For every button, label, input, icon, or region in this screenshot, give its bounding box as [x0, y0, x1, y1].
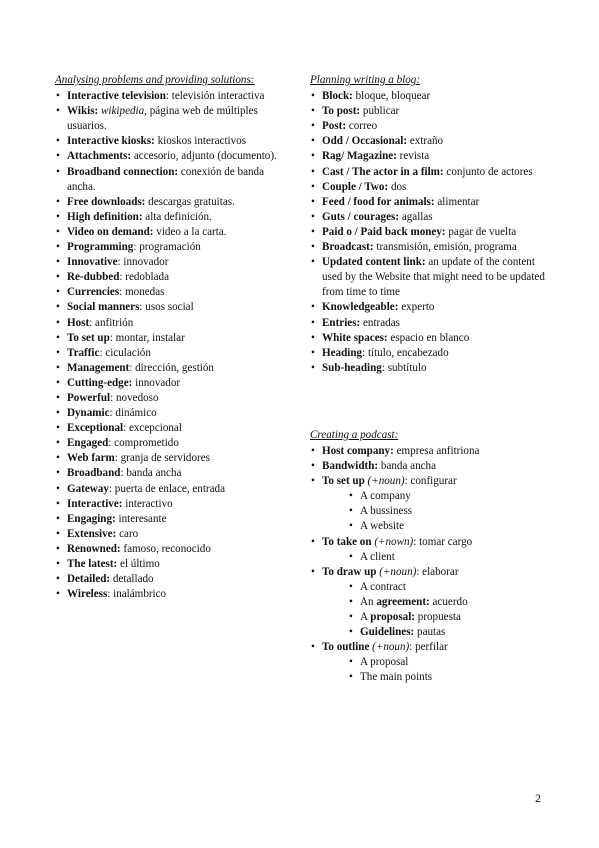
- vocab-term: Re-dubbed: [67, 271, 120, 284]
- sub-text: An: [360, 595, 377, 608]
- list-item: [310, 535, 546, 565]
- vocab-translation: empresa anfitriona: [396, 444, 480, 457]
- sub-list: [322, 550, 546, 565]
- separator: :: [117, 256, 124, 269]
- separator: :: [107, 588, 114, 601]
- sub-list-item: [322, 625, 546, 640]
- vocab-translation: video a la carta.: [156, 225, 227, 238]
- vocab-translation: conjunto de actores: [446, 165, 533, 178]
- sub-list-item: [322, 610, 546, 625]
- separator: :: [139, 301, 146, 314]
- left-column: [55, 73, 295, 602]
- separator: :: [120, 467, 127, 480]
- sub-text: A: [360, 611, 371, 623]
- sub-translation: acuerdo: [429, 595, 468, 608]
- list-item: [55, 255, 295, 270]
- separator: :: [123, 422, 129, 435]
- sub-text: A bussiness: [360, 505, 413, 518]
- vocab-translation: anfitrión: [95, 316, 134, 329]
- list-item: [310, 300, 546, 315]
- vocab-term: Social manners: [67, 301, 140, 314]
- sub-term: proposal:: [370, 611, 415, 623]
- sub-term: Guidelines:: [360, 626, 415, 639]
- vocab-term: Cast / The actor in a film:: [322, 165, 444, 178]
- separator: :: [89, 316, 96, 329]
- vocab-term: To take on: [322, 535, 372, 548]
- sub-list-item: [322, 550, 546, 565]
- separator: :: [109, 407, 116, 420]
- vocab-term: To set up: [322, 475, 365, 488]
- vocab-term: Entries:: [322, 316, 361, 329]
- vocab-term: Broadcast:: [322, 241, 374, 254]
- vocab-translation: configurar: [410, 475, 457, 488]
- separator: :: [362, 346, 368, 359]
- list-item: [55, 240, 295, 255]
- sub-text: A company: [360, 490, 411, 503]
- list-item: [55, 406, 295, 421]
- vocab-translation: detallado: [112, 573, 154, 586]
- sub-translation: pautas: [414, 626, 446, 639]
- separator: :: [108, 482, 115, 495]
- vocab-translation: agallas: [401, 210, 433, 223]
- vocab-translation: innovador: [135, 376, 181, 389]
- list-item: [55, 542, 295, 557]
- vocab-term: Post:: [322, 120, 347, 133]
- vocab-term: Web farm: [67, 452, 115, 465]
- separator: :: [165, 90, 172, 103]
- vocab-translation: extraño: [409, 135, 444, 148]
- vocab-term: Rag/ Magazine:: [322, 150, 397, 163]
- vocab-translation: innovador: [123, 256, 169, 269]
- list-item: [55, 376, 295, 391]
- sub-list-item: [322, 580, 546, 595]
- vocab-term: Feed / food for animals:: [322, 195, 435, 208]
- list-item: [55, 557, 295, 572]
- vocab-translation: el último: [120, 558, 160, 570]
- vocab-term: Broadband: [67, 467, 121, 480]
- separator: :: [129, 361, 136, 374]
- sub-list-item: [322, 504, 546, 519]
- separator: :: [409, 641, 416, 654]
- separator: :: [119, 286, 126, 299]
- vocab-term: Engaged: [67, 437, 109, 450]
- list-item: [310, 255, 546, 300]
- separator: :: [108, 437, 115, 450]
- vocab-list-blog: [310, 89, 546, 376]
- list-item: [55, 89, 295, 104]
- vocab-term: Dynamic: [67, 407, 110, 420]
- vocab-term: Guts / courages:: [322, 210, 400, 223]
- list-item: [310, 210, 546, 225]
- vocab-translation: famoso, reconocido: [123, 542, 211, 555]
- vocab-translation: dos: [390, 180, 407, 193]
- vocab-translation: conexión de banda ancha.: [67, 165, 265, 193]
- vocab-term: Bandwidth:: [322, 460, 379, 473]
- vocab-translation: montar, instalar: [115, 331, 185, 344]
- vocab-term: Traffic: [67, 346, 100, 359]
- vocab-translation: publicar: [362, 105, 400, 118]
- list-item: [55, 165, 295, 195]
- separator: :: [413, 535, 420, 548]
- vocab-translation: redoblada: [125, 271, 170, 284]
- vocab-translation: título, encabezado: [367, 346, 449, 359]
- separator: :: [110, 391, 116, 404]
- vocab-translation: an update of the content used by the Website that might need to be updated from time to time: [322, 256, 545, 299]
- sub-text: A website: [360, 520, 405, 533]
- list-item: [55, 149, 295, 164]
- list-item: [310, 134, 546, 149]
- sub-text: A proposal: [360, 656, 409, 669]
- vocab-term: Exceptional: [67, 422, 124, 435]
- list-item: [55, 285, 295, 300]
- list-item: [55, 104, 295, 134]
- vocab-translation: alimentar: [437, 195, 480, 208]
- separator: :: [381, 361, 388, 374]
- list-item: [310, 565, 546, 640]
- list-item: [310, 474, 546, 534]
- list-item: [55, 331, 295, 346]
- vocab-term: Couple / Two:: [322, 180, 389, 193]
- list-item: [310, 119, 546, 134]
- list-item: [310, 225, 546, 240]
- vocab-translation: espacio en blanco: [390, 331, 470, 344]
- separator: :: [99, 346, 106, 359]
- vocab-term: To draw up: [322, 565, 377, 578]
- page-number: 2: [535, 791, 541, 805]
- sub-list-item: [322, 595, 546, 610]
- vocab-translation: subtítulo: [387, 361, 427, 374]
- list-item: [310, 316, 546, 331]
- vocab-translation: elaborar: [422, 565, 459, 578]
- vocab-translation: novedoso: [116, 391, 159, 404]
- list-item: [310, 361, 546, 376]
- list-item: [55, 210, 295, 225]
- vocab-list-problems: [55, 89, 295, 602]
- grammar-note: (+noun): [367, 475, 405, 488]
- vocab-translation: dinámico: [115, 407, 157, 420]
- sub-text: The main points: [360, 671, 433, 684]
- vocab-translation: comprometido: [114, 437, 179, 450]
- vocab-term: Host: [67, 316, 90, 329]
- vocab-term: To outline: [322, 641, 370, 654]
- vocab-term: The latest:: [67, 558, 118, 570]
- vocab-term: Sub-heading: [322, 361, 382, 374]
- vocab-translation: tomar cargo: [419, 535, 473, 548]
- vocab-translation: ciculación: [105, 346, 151, 359]
- vocab-translation: kioskos interactivos: [157, 135, 247, 148]
- vocab-translation: descargas gratuitas.: [148, 195, 235, 208]
- grammar-note: (+noun): [379, 565, 417, 578]
- vocab-translation: banda ancha: [380, 460, 437, 473]
- list-item: [310, 165, 546, 180]
- list-item: [55, 346, 295, 361]
- vocab-translation: monedas: [125, 286, 165, 299]
- list-item: [310, 89, 546, 104]
- list-item: [55, 436, 295, 451]
- vocab-translation: revista: [399, 150, 430, 163]
- list-item: [55, 300, 295, 315]
- list-item: [55, 512, 295, 527]
- list-item: [55, 361, 295, 376]
- vocab-term: Heading: [322, 346, 363, 359]
- list-item: [55, 195, 295, 210]
- list-item: [310, 104, 546, 119]
- vocab-term: To set up: [67, 331, 110, 344]
- list-item: [55, 587, 295, 602]
- sub-list: [322, 489, 546, 534]
- vocab-term: Host company:: [322, 444, 394, 457]
- list-item: [310, 459, 546, 474]
- grammar-note: (+nown): [374, 535, 414, 548]
- section-heading-problems: Analysing problems and providing solutions:: [55, 74, 255, 86]
- vocab-translation: perfilar: [415, 641, 448, 654]
- vocab-term: High definition:: [67, 210, 143, 223]
- vocab-translation: puerta de enlace, entrada: [114, 482, 226, 495]
- vocab-term: Paid o / Paid back money:: [322, 225, 446, 238]
- vocab-translation: inalámbrico: [113, 588, 167, 601]
- vocab-term: Free downloads:: [67, 195, 146, 208]
- separator: :: [109, 331, 116, 344]
- vocab-translation: accesorio, adjunto (documento).: [133, 150, 277, 163]
- sub-translation: propuesta: [415, 611, 461, 623]
- list-item: [310, 331, 546, 346]
- list-item: [55, 466, 295, 481]
- list-item: [55, 316, 295, 331]
- list-item: [55, 270, 295, 285]
- vocab-term: Management: [67, 361, 130, 374]
- vocab-term: Gateway: [67, 482, 109, 495]
- list-item: [55, 134, 295, 149]
- right-column: [310, 73, 546, 685]
- list-item: [55, 421, 295, 436]
- vocab-translation: programación: [139, 241, 201, 254]
- separator: :: [404, 475, 411, 488]
- list-item: [55, 497, 295, 512]
- vocab-list-podcast: [310, 444, 546, 686]
- separator: :: [114, 452, 121, 465]
- vocab-term: Broadband connection:: [67, 165, 179, 178]
- vocab-translation: interesante: [118, 512, 167, 525]
- vocab-term: Cutting-edge:: [67, 376, 133, 389]
- vocab-translation: interactivo: [125, 497, 173, 510]
- vocab-term: Extensive:: [67, 527, 117, 540]
- vocab-translation: bloque, bloquear: [355, 90, 431, 103]
- sub-text: A contract: [360, 580, 406, 593]
- vocab-term: White spaces:: [322, 331, 388, 344]
- sub-list: [322, 580, 546, 640]
- separator: :: [119, 271, 126, 284]
- vocab-term: Interactive television: [67, 90, 166, 103]
- list-item: [55, 482, 295, 497]
- separator: :: [416, 565, 423, 578]
- list-item: [310, 149, 546, 164]
- list-item: [55, 572, 295, 587]
- vocab-translation: usos social: [145, 301, 194, 314]
- sub-list: [322, 655, 546, 685]
- vocab-term: Updated content link:: [322, 256, 426, 269]
- separator: :: [133, 241, 140, 254]
- vocab-term: Programming: [67, 241, 134, 254]
- vocab-term: Interactive kiosks:: [67, 135, 155, 148]
- vocab-term: Attachments:: [67, 150, 132, 163]
- list-item: [310, 240, 546, 255]
- list-item: [55, 451, 295, 466]
- sub-list-item: [322, 670, 546, 685]
- vocab-term: Powerful: [67, 391, 111, 404]
- grammar-note: (+noun): [372, 641, 410, 654]
- vocab-translation: televisión interactiva: [171, 90, 265, 103]
- vocab-term: Innovative: [67, 256, 118, 269]
- list-item: [310, 640, 546, 685]
- section-heading-podcast: Creating a podcast:: [310, 428, 399, 441]
- vocab-term: Currencies: [67, 286, 120, 299]
- vocab-term: Knowledgeable:: [322, 301, 399, 314]
- list-item: [310, 444, 546, 459]
- vocab-translation: entradas: [363, 316, 400, 329]
- sub-list-item: [322, 489, 546, 504]
- vocab-translation: pagar de vuelta: [448, 225, 517, 238]
- sub-text: A client: [360, 550, 395, 563]
- vocab-term: Video on demand:: [67, 225, 154, 238]
- vocab-term: Block:: [322, 90, 353, 103]
- vocab-term: Wireless: [67, 588, 108, 601]
- vocab-term: Odd / Occasional:: [322, 135, 408, 148]
- vocab-term: To post:: [322, 105, 361, 118]
- sub-term: agreement:: [376, 595, 430, 608]
- list-item: [310, 180, 546, 195]
- vocab-term: Engaging:: [67, 512, 116, 525]
- vocab-translation: experto: [401, 301, 435, 314]
- sub-list-item: [322, 655, 546, 670]
- vocab-term: Renowned:: [67, 542, 121, 555]
- grammar-note: wikipedia,: [101, 105, 147, 118]
- list-item: [55, 391, 295, 406]
- vocab-translation: alta definición.: [145, 210, 212, 223]
- vocab-translation: caro: [119, 527, 139, 540]
- vocab-term: Interactive:: [67, 497, 123, 510]
- vocab-translation: página web de múltiples usuarios.: [67, 105, 258, 133]
- list-item: [55, 225, 295, 240]
- list-item: [55, 527, 295, 542]
- vocab-translation: transmisión, emisión, programa: [376, 241, 517, 254]
- vocab-translation: banda ancha: [126, 467, 182, 480]
- vocab-term: Wikis:: [67, 105, 99, 118]
- sub-list-item: [322, 519, 546, 534]
- list-item: [310, 195, 546, 210]
- vocab-translation: correo: [348, 120, 378, 133]
- vocab-term: Detailed:: [67, 573, 111, 586]
- vocab-translation: excepcional: [128, 422, 182, 435]
- section-heading-blog: Planning writing a blog:: [310, 74, 421, 86]
- vocab-translation: granja de servidores: [120, 452, 210, 465]
- list-item: [310, 346, 546, 361]
- vocab-translation: dirección, gestión: [135, 361, 214, 374]
